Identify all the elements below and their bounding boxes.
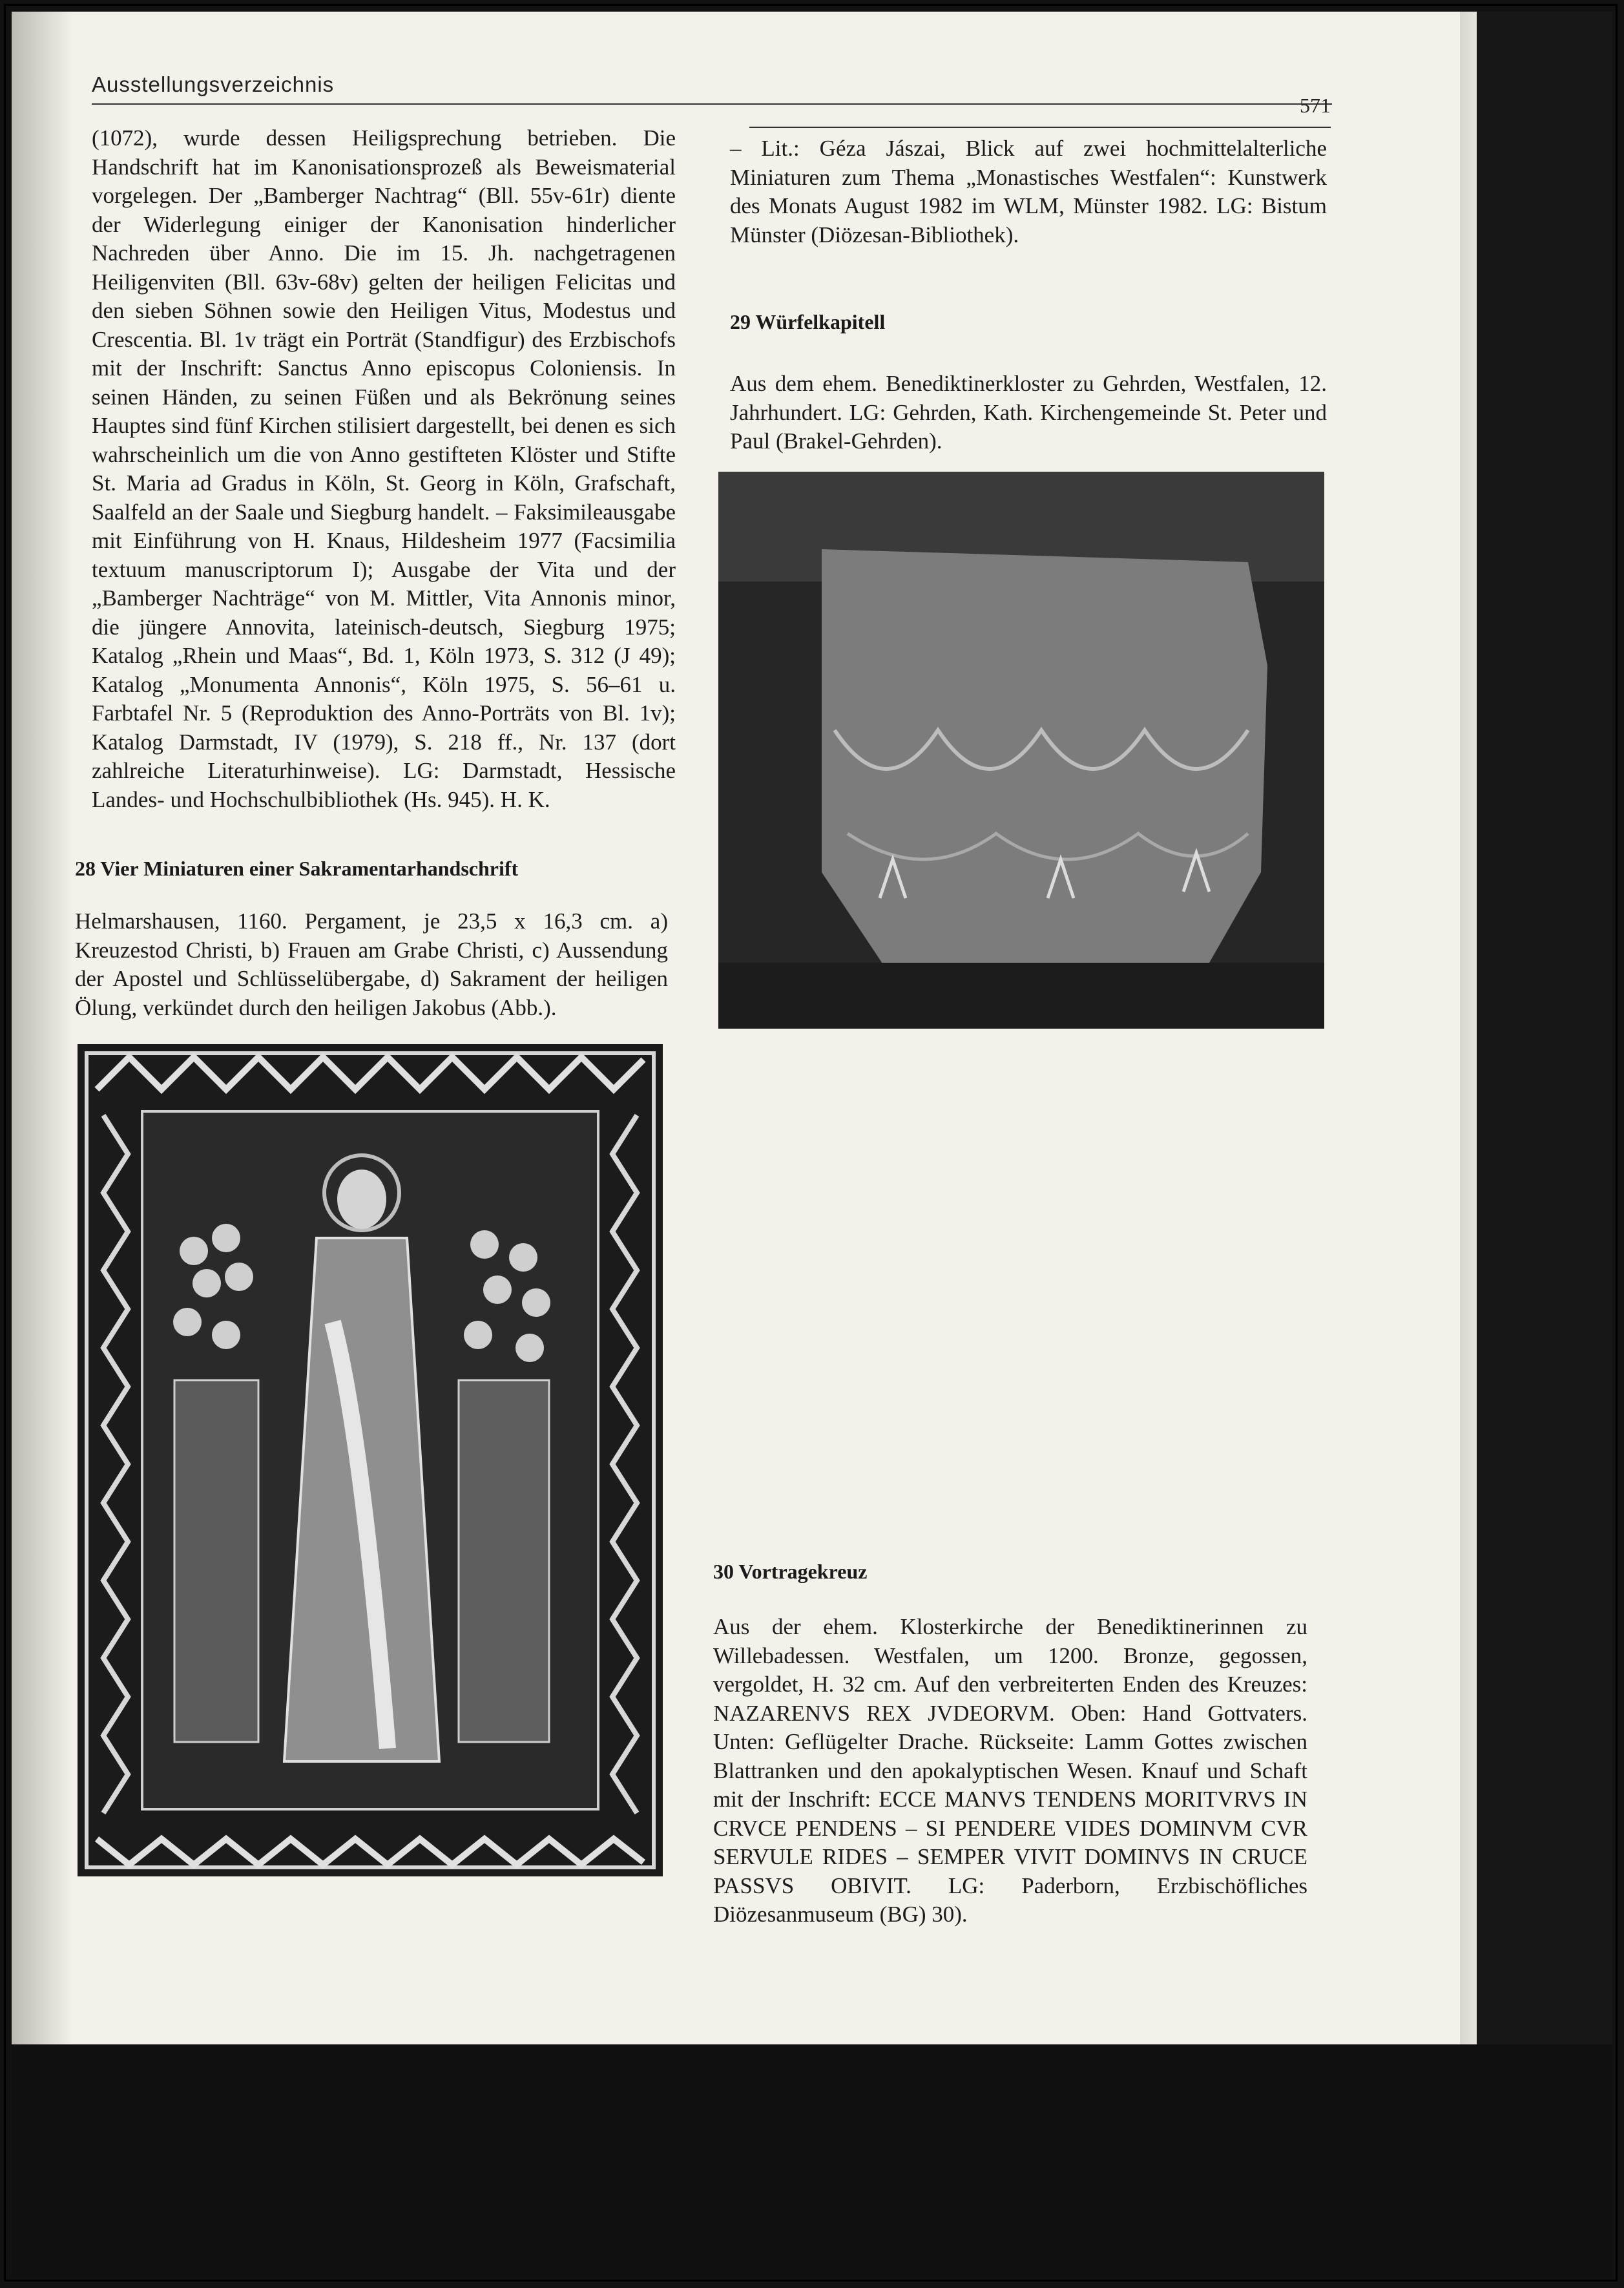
entry-29-paragraph: Aus dem ehem. Benediktinerkloster zu Gehrden, Westfalen, 12. Jahrhundert. LG: Gehrden, Kath. Kirchengemeinde St. Peter und Paul (Brakel-Gehrden). bbox=[730, 371, 1327, 454]
entry-28-paragraph: Helmarshausen, 1160. Pergament, je 23,5 x 16,3 cm. a) Kreuzestod Christi, b) Frauen am Grabe Christi, c) Aussendung der Apostel und Schlüsselübergabe, d) Sakrament der heiligen Ölung, verkündet durch den heiligen Jakobus (Abb.). bbox=[75, 908, 668, 1020]
entry-28-body bbox=[75, 907, 668, 1022]
miniature-image bbox=[78, 1044, 663, 1876]
entry-29-heading: 29 Würfelkapitell bbox=[730, 310, 886, 333]
entry-29-body bbox=[730, 370, 1327, 456]
running-head: Ausstellungsverzeichnis bbox=[92, 72, 335, 96]
page-number: 571 bbox=[1300, 94, 1331, 117]
header-rule bbox=[92, 103, 1332, 105]
gutter-shadow bbox=[12, 12, 74, 2044]
capital-photo bbox=[718, 472, 1324, 1029]
entry-30-body bbox=[713, 1613, 1307, 1929]
entry-30-paragraph: Aus der ehem. Klosterkirche der Benediktinerinnen zu Willebadessen. Westfalen, um 1200. Bronze, gegossen, vergoldet, H. 32 cm. Auf den verbreiterten Enden des Kreuzes: NAZARENVS REX JVDEORVM. Oben: Hand Gottvaters. Unten: Geflügelter Drache. Rückseite: Lamm Gottes zwischen Blattranken und den apokalyptischen Wesen. Knauf und Schaft mit der Inschrift: ECCE MANVS TENDENS MORITVRVS IN CRVCE PENDENS – SI PENDERE VIDES DOMINVM CVR SERVULE RIDES – SEMPER VIVIT DOMINVS IN CRUCE PASSVS OBIVIT. LG: Paderborn, Erzbischöfliches Diözesanmuseum (BG) 30). bbox=[713, 1614, 1307, 1927]
left-column-continuation bbox=[92, 124, 676, 814]
entry-28-heading: 28 Vier Miniaturen einer Sakramentarhandschrift bbox=[75, 857, 519, 880]
header-rule-right bbox=[749, 127, 1331, 128]
scan-background-bottom bbox=[12, 2044, 1612, 2277]
literature-paragraph: – Lit.: Géza Jászai, Blick auf zwei hochmittelalterliche Miniaturen zum Thema „Monastisches Westfalen“: Kunstwerk des Monats August 1982 im WLM, Münster 1982. LG: Bistum Münster (Diözesan-Bibliothek). bbox=[730, 136, 1327, 247]
scan-background-right bbox=[1477, 12, 1612, 2044]
entry-30-heading: 30 Vortragekreuz bbox=[713, 1560, 868, 1583]
literature-block bbox=[730, 134, 1327, 249]
continuation-paragraph: (1072), wurde dessen Heiligsprechung betrieben. Die Handschrift hat im Kanonisationsprozeß als Beweismaterial vorgelegen. Der „Bamberger Nachtrag“ (Bll. 55v-61r) diente der Widerlegung einiger der Kanonisation hinderlicher Nachreden über Anno. Die im 15. Jh. nachgetragenen Heiligenviten (Bll. 63v-68v) gelten der heiligen Felicitas und den sieben Söhnen sowie den Heiligen Vitus, Modestus und Crescentia. Bl. 1v trägt ein Porträt (Standfigur) des Erzbischofs mit der Inschrift: Sanctus Anno episcopus Coloniensis. In seinen Händen, zu seinen Füßen und als Bekrönung seines Hauptes sind fünf Kirchen stilisiert dargestellt, bei denen es sich wahrscheinlich um die von Anno gestifteten Klöster und Stifte St. Maria ad Gradus in Köln, St. Georg in Köln, Grafschaft, Saalfeld an der Saale und Siegburg handelt. – Faksimileausgabe mit Einführung von H. Knaus, Hildesheim 1977 (Facsimilia textuum manuscriptorum I); Ausgabe der Vita und der „Bamberger Nachträge“ von M. Mittler, Vita Annonis minor, die jüngere Annovita, lateinisch-deutsch, Siegburg 1975; Katalog „Rhein und Maas“, Bd. 1, Köln 1973, S. 312 (J 49); Katalog „Monumenta Annonis“, Köln 1975, S. 56–61 u. Farbtafel Nr. 5 (Reproduktion des Anno-Porträts von Bl. 1v); Katalog Darmstadt, IV (1979), S. 218 ff., Nr. 137 (dort zahlreiche Literaturhinweise). LG: Darmstadt, Hessische Landes- und Hochschulbibliothek (Hs. 945). H. K. bbox=[92, 125, 676, 812]
